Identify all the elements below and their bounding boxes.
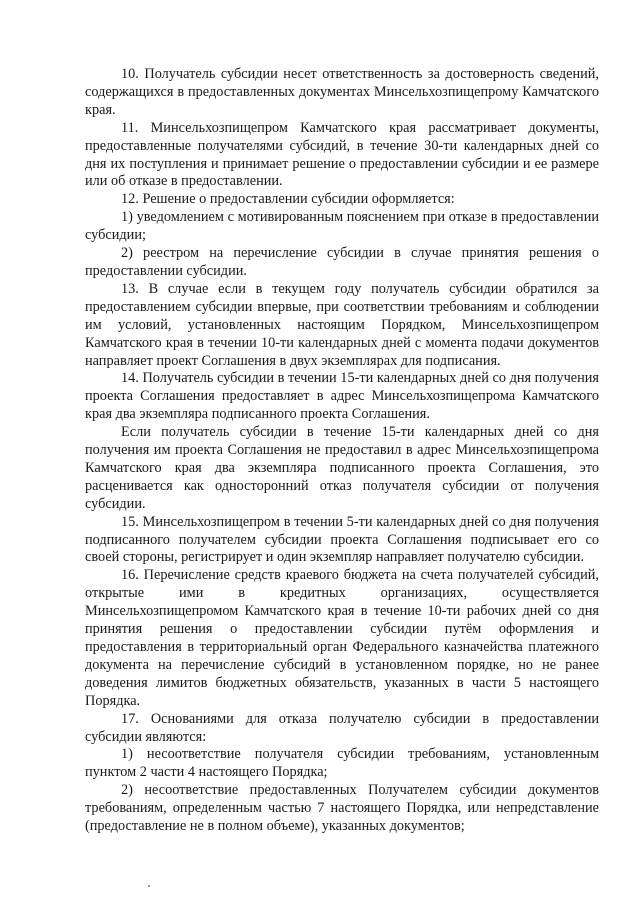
paragraph-17-item-2: 2) несоответствие предоставленных Получателем субсидии документов требованиям, определенным частью 7 настоящего Порядка, или непредставление (предоставление не в полном объеме), указанных документов;: [85, 782, 599, 835]
document-page: [85, 66, 599, 836]
paragraph-12-item-2: 2) реестром на перечисление субсидии в случае принятия решения о предоставлении субсидии.: [85, 245, 599, 279]
paragraph-13: 13. В случае если в текущем году получатель субсидии обратился за предоставлением субсидии впервые, при соответствии требованиям и соблюдении им условий, установленных настоящим Порядком, Минсельхозпищепром Камчатского края в течении 10-ти календарных дней с момента подачи документов направляет проект Соглашения в двух экземплярах для подписания.: [85, 280, 599, 369]
scan-speck: [148, 885, 150, 887]
paragraph-16: 16. Перечисление средств краевого бюджета на счета получателей субсидий, открытые ими в кредитных организациях, осуществляется Минсельхозпищепромом Камчатского края в течение 10-ти рабочих дней со дня принятия решения о предоставлении субсидии путём оформления и предоставления в территориальный орган Федерального казначейства платежного документа на перечисление субсидий в установленном порядке, но не ранее доведения лимитов бюджетных обязательств, указанных в части 5 настоящего Порядка.: [85, 567, 599, 709]
paragraph-12-item-1: 1) уведомлением с мотивированным пояснением при отказе в предоставлении субсидии;: [85, 209, 599, 244]
paragraph-15: 15. Минсельхозпищепром в течении 5-ти календарных дней со дня получения подписанного получателем субсидии проекта Соглашения подписывает его со своей стороны, регистрирует и один экземпляр направляет получателю субсидии.: [85, 513, 599, 566]
paragraph-10: 10. Получатель субсидии несет ответственность за достоверность сведений, содержащихся в предоставленных документах Минсельхозпищепрому Камчатского края.: [85, 66, 599, 118]
paragraph-11: 11. Минсельхозпищепром Камчатского края рассматривает документы, предоставленные получателями субсидий, в течение 30-ти календарных дней со дня их поступления и принимает решение о предоставлении субсидии и ее размере или об отказе в предоставлении.: [85, 119, 599, 190]
paragraph-14: 14. Получатель субсидии в течении 15-ти календарных дней со дня получения проекта Соглашения предоставляет в адрес Минсельхозпищепрома Камчатского края два экземпляра подписанного проекта Соглашения.: [85, 370, 599, 423]
paragraph-17-item-1: 1) несоответствие получателя субсидии требованиям, установленным пунктом 2 части 4 настоящего Порядка;: [85, 746, 599, 781]
paragraph-14-continued: Если получатель субсидии в течение 15-ти календарных дней со дня получения им проекта Соглашения не предоставил в адрес Минсельхозпищепрома Камчатского края два экземпляра подписанного проекта Соглашения, это расценивается как односторонний отказ получателя субсидии от получения субсидии.: [85, 424, 599, 512]
paragraph-17: 17. Основаниями для отказа получателю субсидии в предоставлении субсидии являются:: [85, 710, 599, 745]
paragraph-12: 12. Решение о предоставлении субсидии оформляется:: [121, 191, 455, 208]
